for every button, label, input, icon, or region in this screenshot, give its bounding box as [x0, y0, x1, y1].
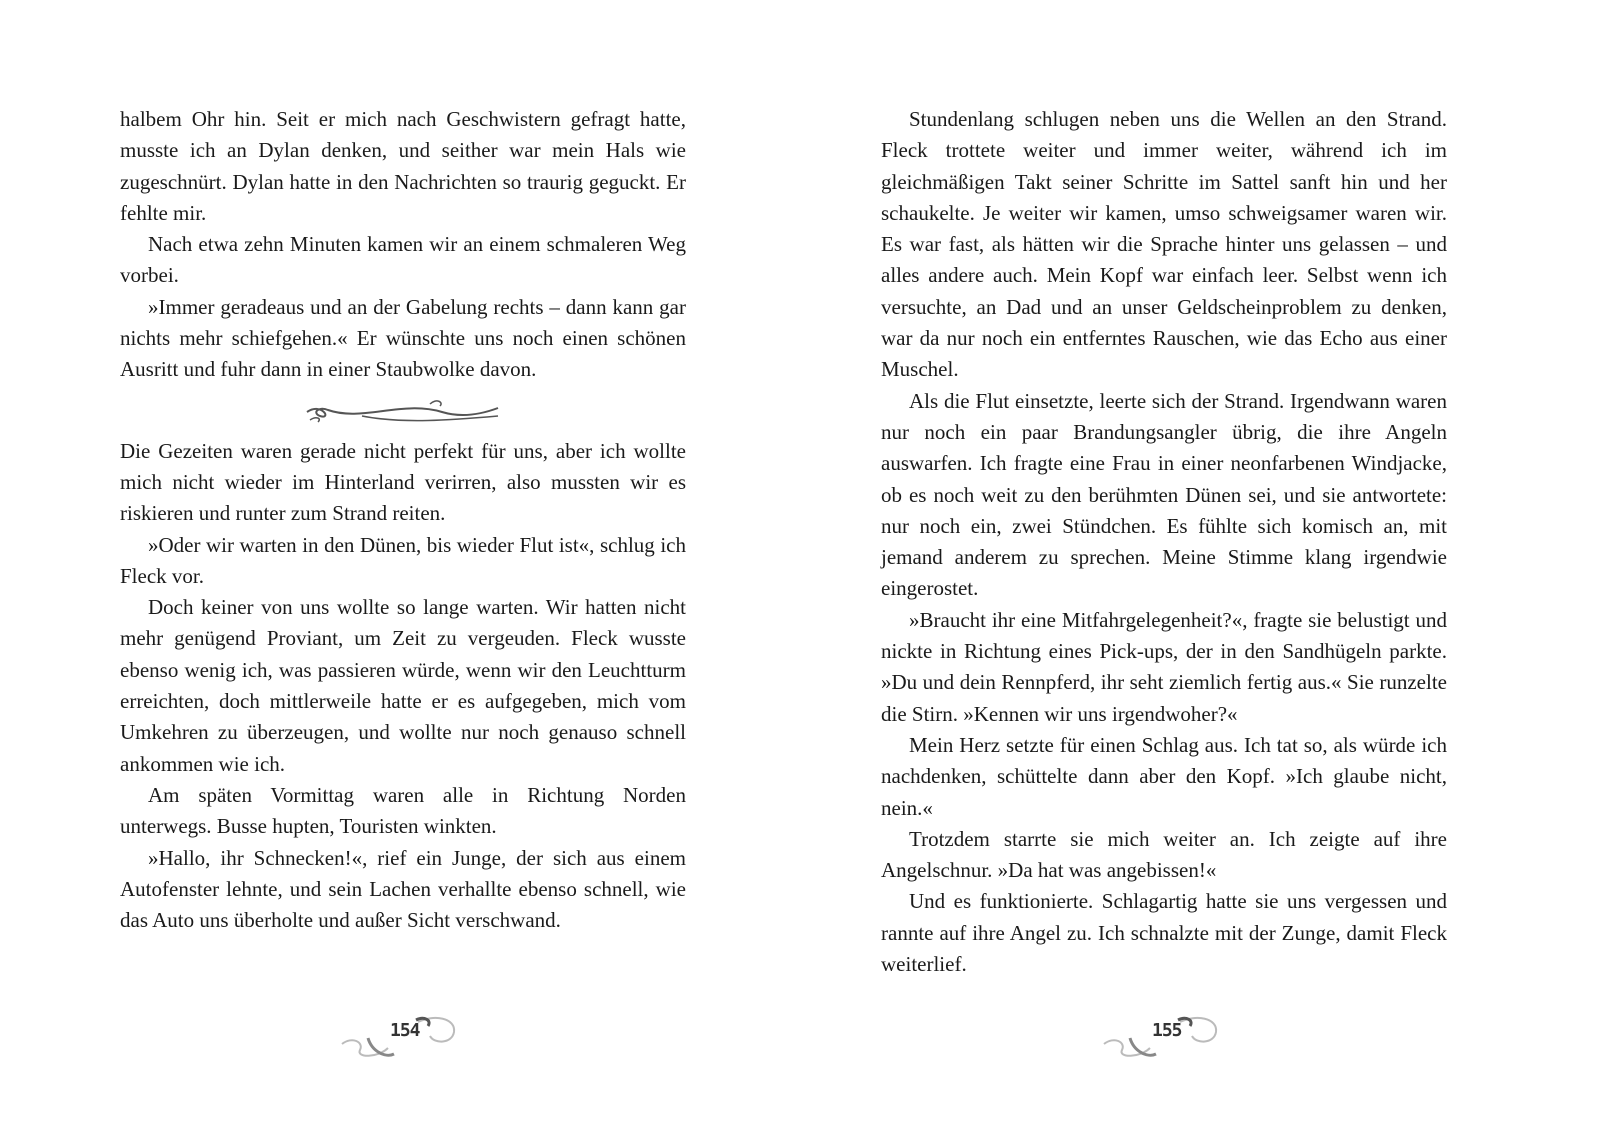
- paragraph: »Braucht ihr eine Mitfahrgelegenheit?«, fragte sie belustigt und nickte in Richtung eines Pick-ups, der in den Sandhügeln parkte. »Du und dein Rennpferd, ihr seht ziemlich fertig aus.« Sie runzelte die Stirn. »Kennen wir uns irgendwoher?«: [881, 607, 1447, 726]
- page-number: 155: [1152, 1020, 1182, 1041]
- paragraph: »Immer geradeaus und an der Gabelung rechts – dann kann gar nichts mehr schiefgehen.« Er wünschte uns noch einen schönen Ausritt und fuhr dann in einer Staubwolke davon.: [120, 294, 686, 382]
- right-page: [881, 104, 1447, 980]
- page-number: 154: [390, 1020, 420, 1041]
- paragraph: Am späten Vormittag waren alle in Richtung Norden unterwegs. Busse hupten, Touristen winkten.: [120, 782, 686, 839]
- paragraph: Doch keiner von uns wollte so lange warten. Wir hatten nicht mehr genügend Proviant, um Zeit zu vergeuden. Fleck wusste ebenso wenig ich, was passieren würde, wenn wir den Leuchtturm erreichten, doch mittlerweile hatte er es aufgegeben, mich vom Umkehren zu überzeugen, und wollte nur noch genauso schnell ankommen wie ich.: [120, 595, 686, 776]
- paragraph: Die Gezeiten waren gerade nicht perfekt für uns, aber ich wollte mich nicht wieder im Hinterland verirren, also mussten wir es riskieren und runter zum Strand reiten.: [120, 438, 686, 526]
- left-page: [120, 104, 686, 936]
- left-text-before: [120, 104, 686, 386]
- scene-break-ornament: [302, 394, 502, 428]
- paragraph: »Hallo, ihr Schnecken!«, rief ein Junge, der sich aus einem Autofenster lehnte, und sein Lachen verhallte ebenso schnell, wie das Auto uns überholte und außer Sicht verschwand.: [120, 845, 686, 933]
- paragraph: Nach etwa zehn Minuten kamen wir an einem schmaleren Weg vorbei.: [120, 232, 686, 288]
- page-number-folio-left: [338, 1008, 468, 1068]
- paragraph: Als die Flut einsetzte, leerte sich der Strand. Irgendwann waren nur noch ein paar Brandungsangler übrig, die ihre Angeln auswarfen. Ich fragte eine Frau in einer neonfarbenen Windjacke, ob es noch weit zu den berühmten Dünen sei, und sie antwortete: nur noch ein, zwei Stündchen. Es fühlte sich komisch an, mit jemand anderem zu sprechen. Meine Stimme klang irgendwie eingerostet.: [881, 388, 1447, 601]
- paragraph: Und es funktionierte. Schlagartig hatte sie uns vergessen und rannte auf ihre Angel zu. Ich schnalzte mit der Zunge, damit Fleck weiterlief.: [881, 889, 1447, 977]
- paragraph: Stundenlang schlugen neben uns die Wellen an den Strand. Fleck trottete weiter und immer weiter, während ich im gleichmäßigen Takt seiner Schritte im Sattel sanft hin und her schaukelte. Je weiter wir kamen, umso schweigsamer waren wir. Es war fast, als hätten wir die Sprache hinter uns gelassen – und alles andere auch. Mein Kopf war einfach leer. Selbst wenn ich versuchte, an Dad und an unser Geldscheinproblem zu denken, war da nur noch ein entferntes Rauschen, wie das Echo aus einer Muschel.: [881, 107, 1447, 382]
- paragraph: Trotzdem starrte sie mich weiter an. Ich zeigte auf ihre Angelschnur. »Da hat was angebissen!«: [881, 826, 1447, 883]
- paragraph: halbem Ohr hin. Seit er mich nach Geschwistern gefragt hatte, musste ich an Dylan denken, und seither war mein Hals wie zugeschnürt. Dylan hatte in den Nachrichten so traurig geguckt. Er fehlte mir.: [120, 107, 686, 225]
- page-number-folio-right: [1100, 1008, 1230, 1068]
- paragraph: »Oder wir warten in den Dünen, bis wieder Flut ist«, schlug ich Fleck vor.: [120, 532, 686, 588]
- left-text-after: [120, 436, 686, 937]
- paragraph: Mein Herz setzte für einen Schlag aus. Ich tat so, als würde ich nachdenken, schüttelte dann aber den Kopf. »Ich glaube nicht, nein.«: [881, 732, 1447, 820]
